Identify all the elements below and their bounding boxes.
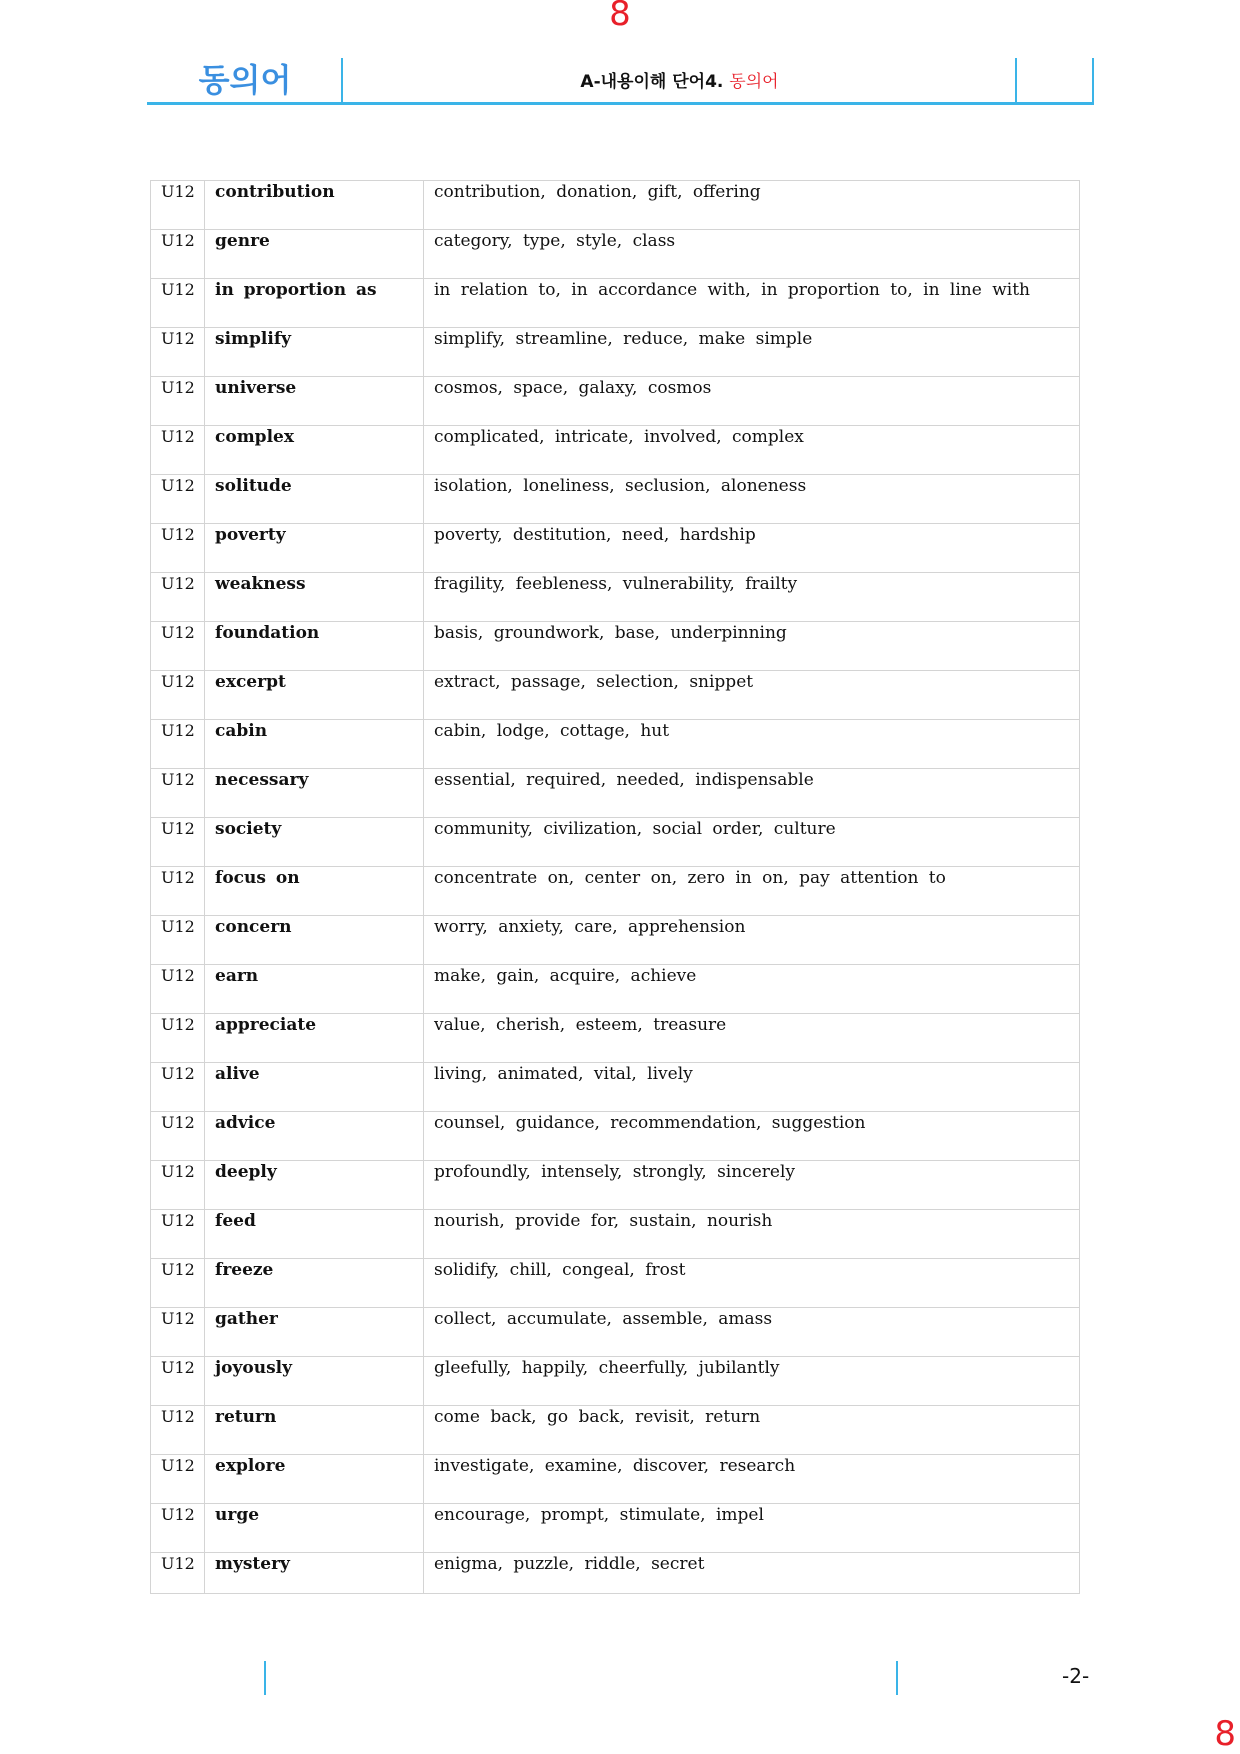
- table-row: [151, 475, 1080, 524]
- word-cell: poverty: [205, 524, 424, 573]
- word-cell: in proportion as: [205, 279, 424, 328]
- header-subtitle-main: A-내용이해 단어4.: [580, 72, 724, 92]
- synonyms-cell: nourish, provide for, sustain, nourish: [424, 1210, 1080, 1259]
- table-row: [151, 1308, 1080, 1357]
- table-row: [151, 965, 1080, 1014]
- word-cell: earn: [205, 965, 424, 1014]
- synonyms-cell: solidify, chill, congeal, frost: [424, 1259, 1080, 1308]
- header-divider-left: [341, 58, 343, 102]
- word-cell: focus on: [205, 867, 424, 916]
- synonyms-cell: community, civilization, social order, culture: [424, 818, 1080, 867]
- unit-cell: U12: [151, 622, 205, 671]
- word-cell: solitude: [205, 475, 424, 524]
- word-cell: advice: [205, 1112, 424, 1161]
- word-cell: foundation: [205, 622, 424, 671]
- word-cell: excerpt: [205, 671, 424, 720]
- unit-cell: U12: [151, 818, 205, 867]
- unit-cell: U12: [151, 377, 205, 426]
- synonyms-cell: living, animated, vital, lively: [424, 1063, 1080, 1112]
- table-row: [151, 1455, 1080, 1504]
- synonyms-cell: concentrate on, center on, zero in on, pay attention to: [424, 867, 1080, 916]
- synonyms-cell: isolation, loneliness, seclusion, aloneness: [424, 475, 1080, 524]
- table-row: [151, 328, 1080, 377]
- unit-cell: U12: [151, 1406, 205, 1455]
- header-divider-middle: [1015, 58, 1017, 102]
- synonyms-cell: simplify, streamline, reduce, make simple: [424, 328, 1080, 377]
- unit-cell: U12: [151, 1553, 205, 1594]
- header-divider-right: [1092, 58, 1094, 102]
- vocabulary-table-body: [151, 181, 1080, 1594]
- word-cell: alive: [205, 1063, 424, 1112]
- table-row: [151, 1504, 1080, 1553]
- unit-cell: U12: [151, 328, 205, 377]
- table-row: [151, 1210, 1080, 1259]
- unit-cell: U12: [151, 1504, 205, 1553]
- unit-cell: U12: [151, 916, 205, 965]
- word-cell: necessary: [205, 769, 424, 818]
- unit-cell: U12: [151, 573, 205, 622]
- word-cell: joyously: [205, 1357, 424, 1406]
- unit-cell: U12: [151, 1014, 205, 1063]
- unit-cell: U12: [151, 1455, 205, 1504]
- unit-cell: U12: [151, 1210, 205, 1259]
- table-row: [151, 524, 1080, 573]
- word-cell: mystery: [205, 1553, 424, 1594]
- synonyms-cell: come back, go back, revisit, return: [424, 1406, 1080, 1455]
- synonyms-cell: encourage, prompt, stimulate, impel: [424, 1504, 1080, 1553]
- vocabulary-table: [150, 180, 1080, 1594]
- unit-cell: U12: [151, 475, 205, 524]
- word-cell: return: [205, 1406, 424, 1455]
- unit-cell: U12: [151, 426, 205, 475]
- table-row: [151, 230, 1080, 279]
- table-row: [151, 818, 1080, 867]
- table-row: [151, 1357, 1080, 1406]
- word-cell: complex: [205, 426, 424, 475]
- table-row: [151, 916, 1080, 965]
- synonyms-cell: cosmos, space, galaxy, cosmos: [424, 377, 1080, 426]
- unit-cell: U12: [151, 1308, 205, 1357]
- word-cell: society: [205, 818, 424, 867]
- table-row: [151, 1063, 1080, 1112]
- page-header: [147, 58, 1094, 105]
- unit-cell: U12: [151, 671, 205, 720]
- header-title: 동의어: [198, 61, 292, 99]
- table-row: [151, 1161, 1080, 1210]
- unit-cell: U12: [151, 1259, 205, 1308]
- unit-cell: U12: [151, 181, 205, 230]
- synonyms-cell: fragility, feebleness, vulnerability, frailty: [424, 573, 1080, 622]
- synonyms-cell: enigma, puzzle, riddle, secret: [424, 1553, 1080, 1594]
- word-cell: simplify: [205, 328, 424, 377]
- table-row: [151, 1259, 1080, 1308]
- unit-cell: U12: [151, 1063, 205, 1112]
- word-cell: deeply: [205, 1161, 424, 1210]
- page-number: -2-: [1062, 1664, 1090, 1688]
- unit-cell: U12: [151, 720, 205, 769]
- word-cell: urge: [205, 1504, 424, 1553]
- word-cell: cabin: [205, 720, 424, 769]
- table-row: [151, 181, 1080, 230]
- unit-cell: U12: [151, 867, 205, 916]
- unit-cell: U12: [151, 279, 205, 328]
- footer-divider-right: [896, 1661, 898, 1695]
- word-cell: explore: [205, 1455, 424, 1504]
- synonyms-cell: worry, anxiety, care, apprehension: [424, 916, 1080, 965]
- table-row: [151, 1014, 1080, 1063]
- table-row: [151, 622, 1080, 671]
- header-subtitle-accent: 동의어: [729, 72, 779, 92]
- unit-cell: U12: [151, 769, 205, 818]
- table-row: [151, 1112, 1080, 1161]
- synonyms-cell: cabin, lodge, cottage, hut: [424, 720, 1080, 769]
- unit-cell: U12: [151, 524, 205, 573]
- table-row: [151, 573, 1080, 622]
- table-row: [151, 426, 1080, 475]
- synonyms-cell: category, type, style, class: [424, 230, 1080, 279]
- top-page-mark: 8: [609, 0, 631, 34]
- header-subtitle: [344, 70, 1015, 94]
- word-cell: weakness: [205, 573, 424, 622]
- table-row: [151, 279, 1080, 328]
- synonyms-cell: make, gain, acquire, achieve: [424, 965, 1080, 1014]
- table-row: [151, 867, 1080, 916]
- unit-cell: U12: [151, 1357, 205, 1406]
- synonyms-cell: counsel, guidance, recommendation, suggestion: [424, 1112, 1080, 1161]
- synonyms-cell: extract, passage, selection, snippet: [424, 671, 1080, 720]
- table-row: [151, 671, 1080, 720]
- word-cell: contribution: [205, 181, 424, 230]
- table-row: [151, 769, 1080, 818]
- word-cell: appreciate: [205, 1014, 424, 1063]
- word-cell: freeze: [205, 1259, 424, 1308]
- unit-cell: U12: [151, 230, 205, 279]
- corner-page-mark: 8: [1214, 1714, 1236, 1754]
- word-cell: concern: [205, 916, 424, 965]
- word-cell: genre: [205, 230, 424, 279]
- table-row: [151, 720, 1080, 769]
- synonyms-cell: profoundly, intensely, strongly, sincerely: [424, 1161, 1080, 1210]
- unit-cell: U12: [151, 1112, 205, 1161]
- word-cell: universe: [205, 377, 424, 426]
- synonyms-cell: collect, accumulate, assemble, amass: [424, 1308, 1080, 1357]
- table-row: [151, 377, 1080, 426]
- synonyms-cell: complicated, intricate, involved, complex: [424, 426, 1080, 475]
- synonyms-cell: contribution, donation, gift, offering: [424, 181, 1080, 230]
- synonyms-cell: value, cherish, esteem, treasure: [424, 1014, 1080, 1063]
- synonyms-cell: essential, required, needed, indispensable: [424, 769, 1080, 818]
- word-cell: feed: [205, 1210, 424, 1259]
- synonyms-cell: investigate, examine, discover, research: [424, 1455, 1080, 1504]
- unit-cell: U12: [151, 1161, 205, 1210]
- synonyms-cell: poverty, destitution, need, hardship: [424, 524, 1080, 573]
- footer-divider-left: [264, 1661, 266, 1695]
- synonyms-cell: gleefully, happily, cheerfully, jubilantly: [424, 1357, 1080, 1406]
- synonyms-cell: in relation to, in accordance with, in proportion to, in line with: [424, 279, 1080, 328]
- synonyms-cell: basis, groundwork, base, underpinning: [424, 622, 1080, 671]
- table-row: [151, 1406, 1080, 1455]
- table-row: [151, 1553, 1080, 1594]
- word-cell: gather: [205, 1308, 424, 1357]
- unit-cell: U12: [151, 965, 205, 1014]
